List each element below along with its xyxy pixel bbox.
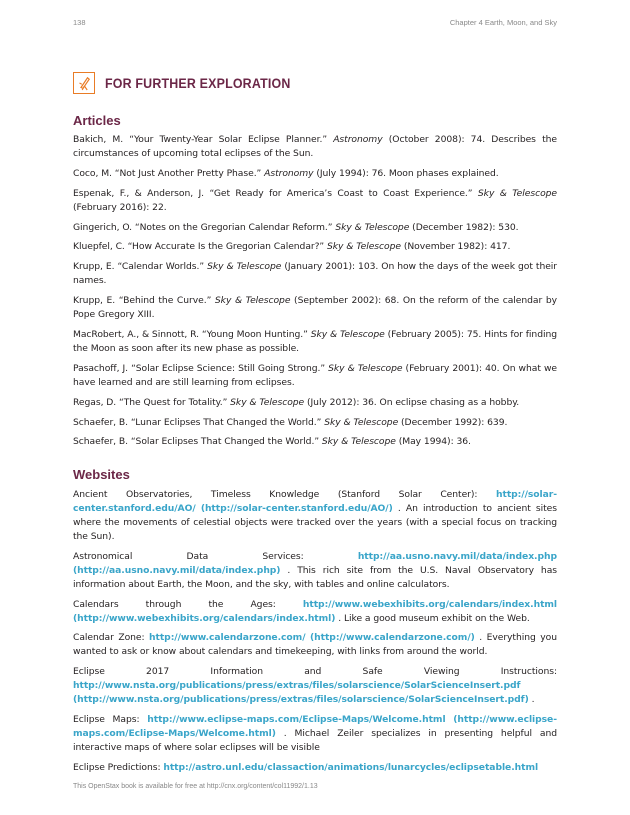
citation-text: Kluepfel, C. “How Accurate Is the Gregorian Calendar?”: [73, 241, 327, 253]
page-number: 138: [73, 18, 86, 27]
website-title: Ancient Observatories, Timeless Knowledge (Stanford Solar Center):: [73, 489, 497, 501]
websites-section: [73, 466, 557, 774]
website-link-repeat[interactable]: (http://www.eclipse-maps.com/Eclipse-Maps/Welcome.html): [73, 714, 557, 739]
articles-section: [73, 112, 557, 449]
citation-details: (September 2002): 68. On the reform of the calendar by Pope Gregory XIII.: [73, 295, 557, 321]
article-entry: [73, 294, 557, 322]
chapter-title: Chapter 4 Earth, Moon, and Sky: [449, 18, 557, 27]
citation-details: (December 1992): 639.: [398, 416, 508, 428]
article-entry: [73, 221, 557, 235]
journal-title: Sky & Telescope: [207, 261, 282, 273]
journal-title: Sky & Telescope: [230, 396, 305, 408]
citation-text: MacRobert, A., & Sinnott, R. “Young Moon Hunting.”: [73, 328, 311, 340]
citation-text: Espenak, F., & Anderson, J. “Get Ready for America’s Coast to Coast Experience.”: [73, 187, 478, 199]
website-entry: [73, 631, 557, 659]
article-entry: [73, 260, 557, 288]
journal-title: Astronomy: [333, 134, 383, 145]
website-link[interactable]: http://aa.usno.navy.mil/data/index.php: [357, 550, 557, 562]
citation-details: (January 2001): 103. On how the days of the week got their names.: [73, 261, 558, 287]
journal-title: Sky & Telescope: [335, 221, 410, 233]
website-description: . Michael Zeiler specializes in presenting helpful and interactive maps of where solar eclipses will be visible: [73, 727, 557, 753]
article-entry: [73, 435, 557, 449]
website-link[interactable]: http://www.nsta.org/publications/press/extras/files/solarscience/SolarScienceInsert.pdf: [73, 680, 521, 692]
citation-details: (February 2005): 75. Hints for finding the Moon as soon after its new phase as possible.: [73, 328, 557, 354]
journal-title: Sky & Telescope: [326, 241, 401, 253]
citation-details: (May 1994): 36.: [395, 436, 471, 448]
citation-details: (February 2001): 40. On what we have learned and are still learning from eclipses.: [73, 362, 557, 388]
website-link[interactable]: http://solar-center.stanford.edu/AO/: [73, 489, 557, 515]
website-title: Astronomical Data Services:: [73, 550, 358, 562]
website-description: . This rich site from the U.S. Naval Observatory has information about Earth, the Moon, and the sky, with tables and online calculators.: [73, 564, 557, 590]
banner-title: FOR FURTHER EXPLORATION: [105, 76, 291, 91]
website-description: . Like a good museum exhibit on the Web.: [335, 612, 530, 624]
article-entry: [73, 396, 557, 410]
citation-details: (July 1994): 76. Moon phases explained.: [313, 167, 499, 179]
website-entry: [73, 713, 557, 755]
website-description: .: [528, 694, 535, 706]
citation-text: Krupp, E. “Calendar Worlds.”: [73, 261, 208, 273]
article-entry: [73, 328, 557, 356]
website-description: . Everything you wanted to ask or know about calendars and timekeeping, with links from around the world.: [73, 632, 557, 658]
journal-title: Sky & Telescope: [324, 416, 399, 428]
website-link-repeat[interactable]: (http://www.calendarzone.com/): [310, 632, 475, 644]
website-link[interactable]: http://www.eclipse-maps.com/Eclipse-Maps/Welcome.html: [147, 714, 446, 725]
website-entry: [73, 550, 557, 592]
page-footer: This OpenStax book is available for free at http://cnx.org/content/col11992/1.13: [73, 783, 318, 790]
article-entry: [73, 133, 557, 161]
website-link[interactable]: http://www.calendarzone.com/: [149, 632, 306, 644]
citation-text: Schaefer, B. “Lunar Eclipses That Changed the World.”: [73, 416, 325, 428]
website-link-repeat[interactable]: (http://aa.usno.navy.mil/data/index.php): [73, 564, 281, 576]
citation-details: (December 1982): 530.: [409, 221, 519, 233]
telescope-icon: [73, 72, 95, 94]
website-entry: [73, 761, 557, 775]
website-link[interactable]: http://www.webexhibits.org/calendars/index.html: [302, 598, 557, 610]
page-header: [73, 18, 557, 32]
website-entry: [73, 488, 557, 544]
website-title: Eclipse Predictions:: [73, 761, 164, 773]
website-link-repeat[interactable]: (http://solar-center.stanford.edu/AO/): [200, 503, 393, 515]
article-entry: [73, 167, 557, 181]
journal-title: Sky & Telescope: [328, 362, 403, 374]
articles-list: [73, 133, 557, 449]
websites-list: [73, 488, 557, 774]
website-title: Eclipse 2017 Information and Safe Viewing Instructions:: [73, 666, 557, 678]
citation-text: Bakich, M. “Your Twenty-Year Solar Eclipse Planner.”: [73, 134, 334, 145]
website-link[interactable]: http://astro.unl.edu/classaction/animations/lunarcycles/eclipsetable.html: [163, 761, 539, 773]
citation-text: Coco, M. “Not Just Another Pretty Phase.”: [73, 167, 265, 179]
article-entry: [73, 362, 557, 390]
citation-details: (October 2008): 74. Describes the circumstances of upcoming total eclipses of the Sun.: [73, 134, 557, 159]
citation-details: (February 2016): 22.: [73, 201, 167, 213]
journal-title: Sky & Telescope: [214, 295, 291, 307]
website-title: Calendars through the Ages:: [73, 598, 303, 610]
citation-text: Gingerich, O. “Notes on the Gregorian Calendar Reform.”: [73, 221, 336, 233]
article-entry: [73, 187, 557, 215]
article-entry: [73, 416, 557, 430]
website-entry: [73, 665, 557, 707]
websites-heading: Websites: [73, 467, 130, 483]
journal-title: Astronomy: [264, 167, 314, 179]
website-link-repeat[interactable]: (http://www.nsta.org/publications/press/extras/files/solarscience/SolarScienceInsert.pdf): [73, 694, 529, 706]
website-description: . An introduction to ancient sites where the movements of celestial objects were tracked over the years (with a special focus on tracking the Sun).: [73, 503, 557, 543]
citation-details: (July 2012): 36. On eclipse chasing as a hobby.: [304, 396, 520, 408]
citation-text: Regas, D. “The Quest for Totality.”: [73, 396, 231, 408]
page-content: [73, 112, 557, 781]
articles-heading: Articles: [73, 113, 121, 128]
citation-text: Schaefer, B. “Solar Eclipses That Changed the World.”: [73, 436, 322, 448]
citation-details: (November 1982): 417.: [400, 241, 511, 253]
citation-text: Pasachoff, J. “Solar Eclipse Science: Still Going Strong.”: [73, 362, 329, 374]
website-link-repeat[interactable]: (http://www.webexhibits.org/calendars/index.html): [73, 612, 336, 624]
website-title: Eclipse Maps:: [73, 714, 148, 725]
website-entry: [73, 598, 557, 626]
journal-title: Sky & Telescope: [310, 328, 385, 340]
citation-text: Krupp, E. “Behind the Curve.”: [73, 295, 215, 307]
journal-title: Sky & Telescope: [321, 436, 396, 448]
website-title: Calendar Zone:: [73, 632, 150, 644]
article-entry: [73, 240, 557, 254]
journal-title: Sky & Telescope: [477, 187, 557, 199]
